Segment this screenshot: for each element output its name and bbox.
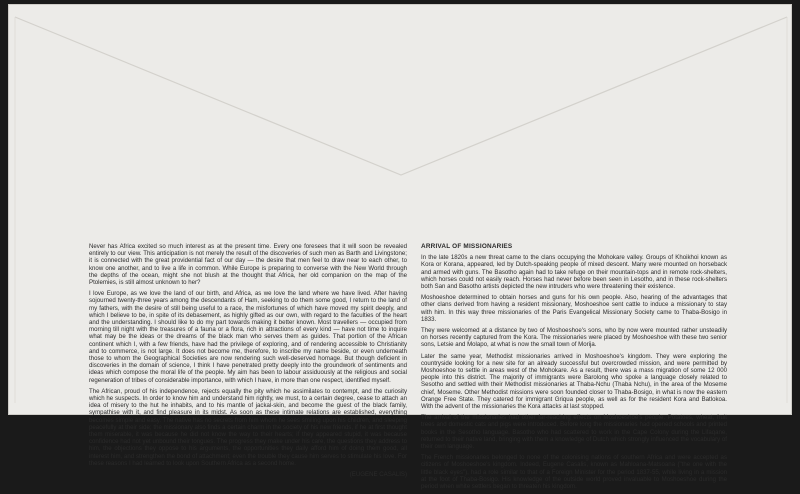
author-signature: (EUGENE CASALIS) (349, 471, 407, 479)
envelope-back (8, 4, 792, 491)
right-column-text (421, 243, 727, 494)
left-paragraph-1: Never has Africa excited so much interest as at the present time. Every one foresees that it will soon be revealed entirely to our view. This anticipation is not merely the result of the discoveries of such men as Barth and Livingstone; it is connected with the great providential fact of our day — the desire that men feel to draw near to each other, to know one another, and to live a life in common. While Europe is preparing to converse with the New World through the depths of the ocean, might she not blush at the thought that Africa, her old companion on the map of the Ptolemies, is still almost unknown to her? (89, 243, 407, 287)
left-paragraph-2: I love Europe, as we love the land of our birth, and Africa, as we love the land where we have lived. After having sojourned twenty-three years among the descendants of Ham, seeking to do them some good, I return to the land of my fathers, with the desire of still being useful to a race, the misfortunes of which have moved my spirit deeply, and which I believe to be, in spite of its debasement, as highly gifted as our own, with regard to the faculties of the heart and the understanding. I should like to do my part towards making it better known. Most travellers — occupied from morning till night with the treasures of a fauna or a flora, rich in attractions of every kind — have not time to inquire what may be the ideas or the dreams of the black man who serves them as guides. That portion of the African continent which I, with a few friends, have had the privilege of exploring, and of rendering accessible to Christianity and to commerce, is not large. It does not become me, therefore, to inscribe my name beside, or even underneath those to whom the Geographical Societies are now rendering such well-deserved homage. But though deficient in discoveries in the domain of science, I think I have penetrated pretty deeply into the groundwork of sentiments and ideas which compose the moral life of the people. My aim has been to labour assiduously at the religious and social regeneration of tribes of considerable importance, with which I have, in more than one respect, identified myself. (89, 290, 407, 384)
right-paragraph-1: In the late 1820s a new threat came to the clans occupying the Mohokare valley. Groups of Khoikhoi known as Kora or Korana, appeared, led by Dutch-speaking people of mixed descent. Many were mounted on horseback and armed with guns. The Basotho again had to take refuge on their mountain-tops and in remote rock-shelters, which horses could not easily reach. Horses had never before been seen in Lesotho, and in these rock-shelters both San and Basotho artists depicted the new intruders who were threatening their existence. (421, 254, 727, 291)
left-paragraph-3: The African, proud of his independence, rejects equally the pity which he assimilates to contempt, and the curiosity which he suspects. In order to know him and understand him rightly, we must, to a certain degree, cease to attach an idea of misery to the hut he inhabits, and to his mantle of jackal-skin, and become the guest of the black family, sympathise with it, and find pleasure in its midst. As soon as these intimate relations are established, everything becomes simple and easy. The native has no secrets from him whom he sees smiling upon his children, and sleeping peacefully at their side; the missionary also finds a certain charm in the society of his new friends, if he at first thought them miserable, it was because he did not know the way to their hearts; if they appeared stupid, it was because confidence had not yet unbound their tongues. The progress they make under his care, the questions they address to him, the objections they oppose to his arguments, the opportunities they daily afford him of doing them good, all interest him, and strengthen the bond of attachment; even the trouble they cause him serves to stimulate his love. For these reasons I had learned to look upon Southern Africa as a second home. (89, 387, 407, 467)
right-paragraph-5: The arrival of the missionaries had other far-reaching effects on Moshoeshoe's people. Potatoes, wheat, fruit trees and domestic cats and pigs were introduced. Before long the missionaries had opened schools and printed books in the Sesotho language. Basotho who had scattered to work in the Cape Colony during the Lifaqane, returned to their native land, bringing with them a knowledge of Dutch which strongly influenced the vocabulary of their own language. (421, 414, 727, 451)
section-heading: ARRIVAL OF MISSIONARIES (421, 243, 513, 250)
left-column-text (89, 243, 407, 482)
right-paragraph-3: They were welcomed at a distance by two of Moshoeshoe's sons, who by now were mounted rather unsteadily on horses recently captured from the Kora. The missionaries were placed by Moshoeshoe with these two senior sons, Letsie and Molapo, at what is now the small town of Morija. (421, 327, 727, 349)
right-paragraph-4: Later the same year, Methodist missionaries arrived in Moshoeshoe's kingdom. They were exploring the countryside looking for a new site for an already successful but overcrowded mission, and were permitted by Moshoeshoe to settle in areas west of the Mohokare. As a result, there was a mass migration of some 12 000 people into this district. The majority of immigrants were Barolong who spoke a language closely related to Sesotho and settled with their Methodist missionaries at Thaba-Nchu (Thaba Nchu), in the area of the Moseme chief, Moseme. Other Methodist missions were soon founded closer to Thaba-Bosigo, in what is now the eastern Orange Free State. They catered for immigrant Griqua people, as well as for the resident Kora and Batlokoa. With the advent of the missionaries the Kora attacks at last stopped. (421, 352, 727, 411)
right-paragraph-6: The French missionaries belonged to none of the colonising nations of southern Africa and were accepted as citizens of Moshoeshoe's kingdom. Indeed, Eugene Casalis, known as Mahloana-Matsoana ("the one with the little black eyes"), had a role similar to that of a Foreign Minister for the period 1837-55, while living in a mission at the foot of Thaba-Bosigo. His knowledge of the outside world proved invaluable to Moshoeshoe during the period when white settlers began to threaten his kingdom. (421, 454, 727, 491)
right-paragraph-2: Moshoeshoe determined to obtain horses and guns for his own people. Also, hearing of the advantages that other clans derived from having a resident missionary, Moshoeshoe sent cattle to induce a missionary to stay with him. In this way three missionaries of the Paris Evangelical Missionary Society came to Thaba-Bosigo in 1833. (421, 294, 727, 323)
